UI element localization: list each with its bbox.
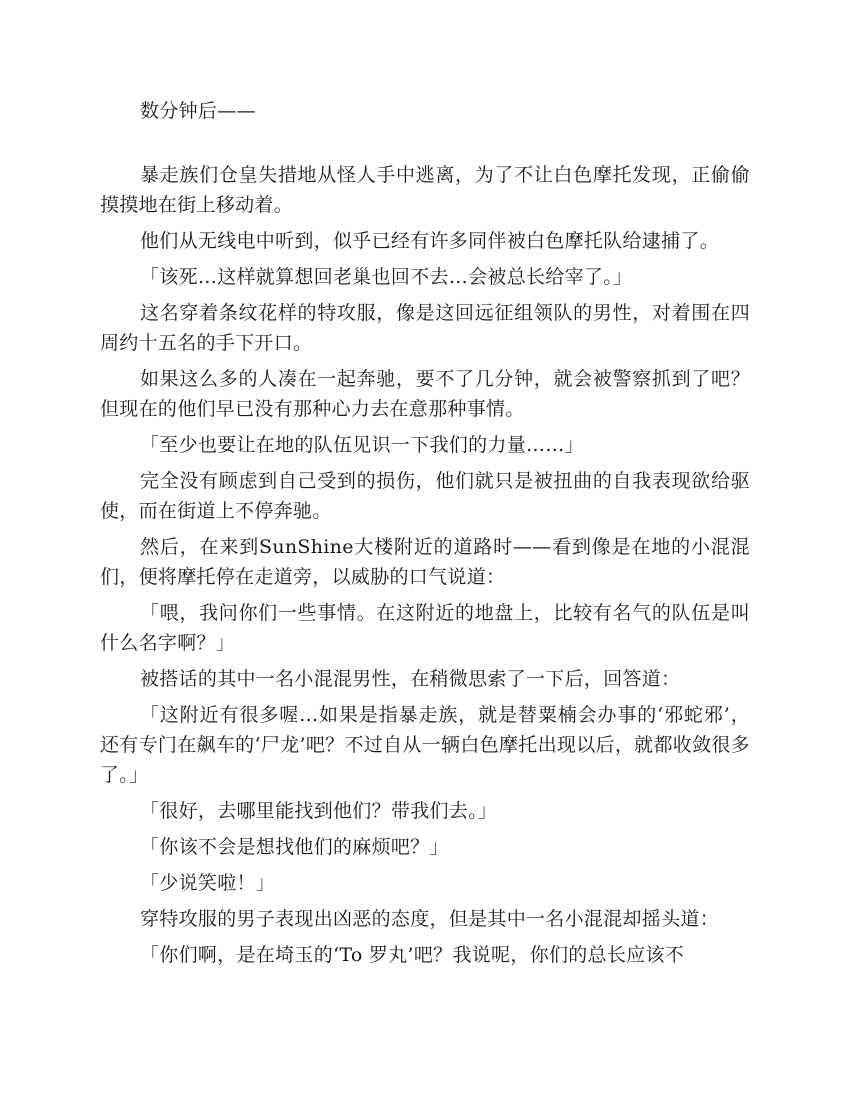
paragraph-1: 数分钟后—— (140, 100, 256, 122)
paragraph-13: 「很好，去哪里能找到他们？带我们去。」 (140, 800, 498, 822)
paragraph-8: 完全没有顾虑到自己受到的损伤，他们就只是被扭曲的自我表现欲给驱使，而在街道上不停奔驰。 (100, 470, 750, 522)
paragraph-17: 「你们啊，是在埼玉的‘To 罗丸’吧？我说呢，你们的总长应该不 (140, 944, 685, 966)
paragraph-10: 「喂，我问你们一些事情。在这附近的地盘上，比较有名气的队伍是叫什么名字啊？」 (100, 602, 750, 654)
paragraph-5: 这名穿着条纹花样的特攻服，像是这回远征组领队的男性，对着围在四周约十五名的手下开口。 (100, 302, 750, 354)
document-body (100, 96, 750, 976)
paragraph-14: 「你该不会是想找他们的麻烦吧？」 (140, 836, 449, 858)
paragraph-4: 「该死…这样就算想回老巢也回不去…会被总长给宰了。」 (140, 266, 633, 288)
paragraph-3: 他们从无线电中听到，似乎已经有许多同伴被白色摩托队给逮捕了。 (140, 230, 720, 252)
paragraph-16: 穿特攻服的男子表现出凶恶的态度，但是其中一名小混混却摇头道： (140, 908, 720, 930)
paragraph-11: 被搭话的其中一名小混混男性，在稍微思索了一下后，回答道： (140, 668, 681, 690)
paragraph-2: 暴走族们仓皇失措地从怪人手中逃离，为了不让白色摩托发现，正偷偷摸摸地在街上移动着。 (100, 164, 750, 216)
paragraph-9: 然后，在来到SunShine大楼附近的道路时——看到像是在地的小混混们，便将摩托停在走道旁，以威胁的口气说道： (100, 536, 750, 588)
paragraph-15: 「少说笑啦！」 (140, 872, 276, 894)
paragraph-12: 「这附近有很多喔…如果是指暴走族，就是替粟楠会办事的‘邪蛇邪’，还有专门在飙车的‘尸龙’吧？不过自从一辆白色摩托出现以后，就都收敛很多了。」 (100, 704, 750, 786)
paragraph-7: 「至少也要让在地的队伍见识一下我们的力量……」 (140, 434, 584, 456)
paragraph-6: 如果这么多的人凑在一起奔驰，要不了几分钟，就会被警察抓到了吧？但现在的他们早已没有那种心力去在意那种事情。 (100, 368, 750, 420)
